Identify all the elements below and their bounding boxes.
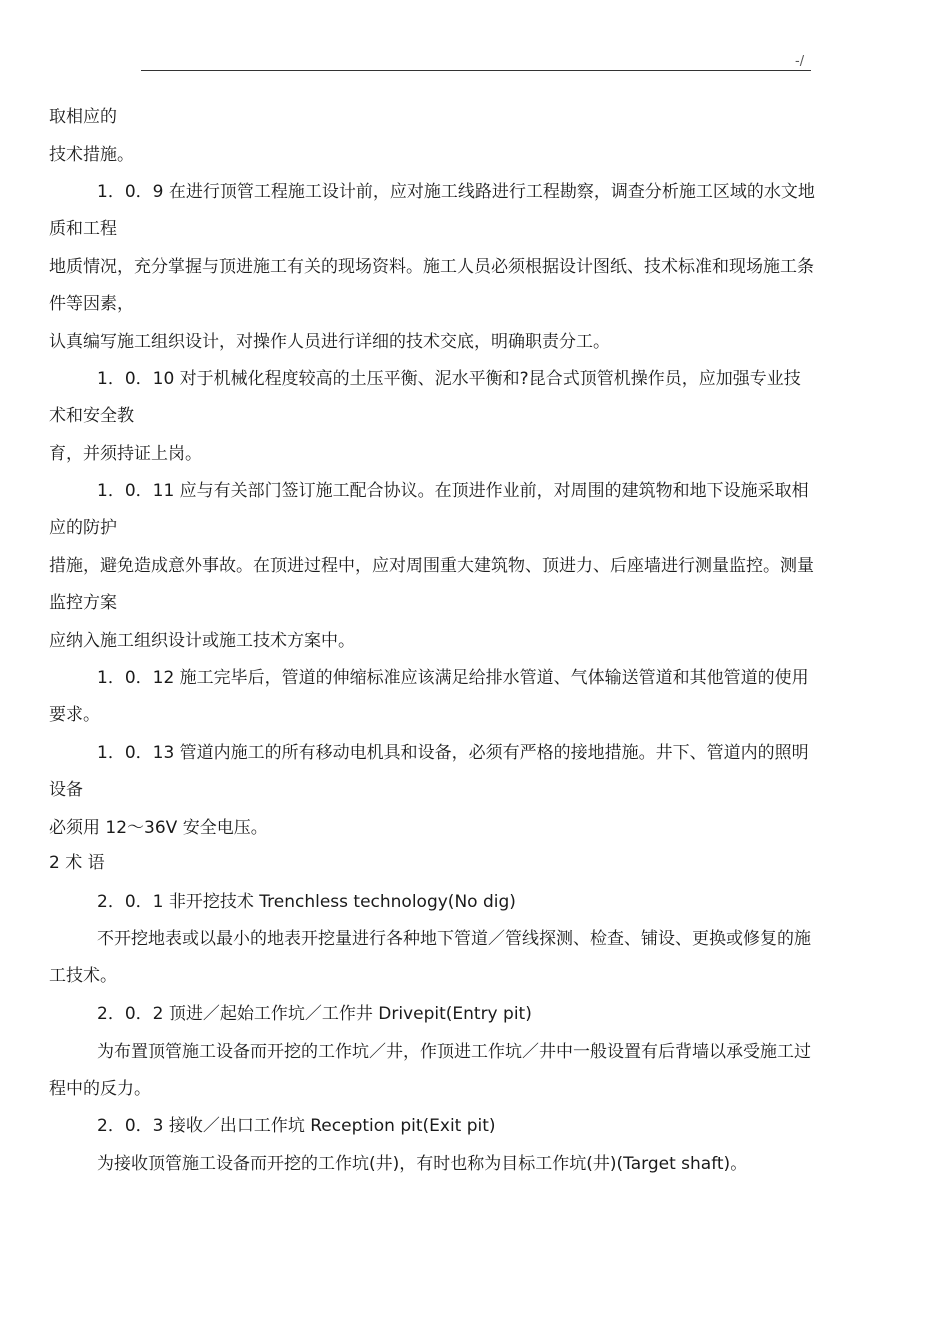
text-line: 育，并须持证上岗。 (49, 444, 202, 464)
text-line: 应纳入施工组织设计或施工技术方案中。 (49, 631, 355, 651)
header-rule (141, 70, 811, 71)
clause-1-0-12: 1．0．12 施工完毕后，管道的伸缩标准应该满足给排水管道、气体输送管道和其他管道的使用 (97, 668, 809, 688)
text-line: 程中的反力。 (49, 1079, 151, 1099)
clause-1-0-10: 1．0．10 对于机械化程度较高的土压平衡、泥水平衡和?昆合式顶管机操作员，应加强专业技 (97, 369, 801, 389)
term-2-0-1: 2．0．1 非开挖技术 Trenchless technology(No dig) (97, 892, 516, 912)
term-2-0-2: 2．0．2 顶进／起始工作坑／工作井 Drivepit(Entry pit) (97, 1004, 532, 1024)
text-line: 工技术。 (49, 966, 117, 986)
definition-2-0-1: 不开挖地表或以最小的地表开挖量进行各种地下管道／管线探测、检查、铺设、更换或修复的施 (97, 929, 811, 949)
clause-1-0-9: 1．0．9 在进行顶管工程施工设计前，应对施工线路进行工程勘察，调查分析施工区域的水文地 (97, 182, 815, 202)
definition-2-0-3: 为接收顶管施工设备而开挖的工作坑(井)，有时也称为目标工作坑(井)(Target shaft)。 (97, 1154, 748, 1174)
text-line: 技术措施。 (49, 145, 134, 165)
header-mark: -/ (795, 54, 805, 69)
text-line: 地质情况，充分掌握与顶进施工有关的现场资料。施工人员必须根据设计图纸、技术标准和现场施工条 (49, 257, 814, 277)
text-line: 取相应的 (49, 107, 117, 127)
text-line: 应的防护 (49, 518, 117, 538)
term-2-0-3: 2．0．3 接收／出口工作坑 Reception pit(Exit pit) (97, 1116, 496, 1136)
text-line: 认真编写施工组织设计，对操作人员进行详细的技术交底，明确职责分工。 (49, 332, 610, 352)
text-line: 术和安全教 (49, 406, 134, 426)
section-heading: 2 术 语 (49, 853, 105, 873)
text-line: 措施，避免造成意外事故。在顶进过程中，应对周围重大建筑物、顶进力、后座墙进行测量监控。测量 (49, 556, 814, 576)
text-line: 设备 (49, 780, 83, 800)
text-line: 质和工程 (49, 219, 117, 239)
text-line: 件等因素， (49, 294, 134, 314)
clause-1-0-13: 1．0．13 管道内施工的所有移动电机具和设备，必须有严格的接地措施。井下、管道内的照明 (97, 743, 809, 763)
text-line: 必须用 12～36V 安全电压。 (49, 818, 268, 838)
definition-2-0-2: 为布置顶管施工设备而开挖的工作坑／井，作顶进工作坑／井中一般设置有后背墙以承受施工过 (97, 1042, 811, 1062)
text-line: 要求。 (49, 705, 100, 725)
text-line: 监控方案 (49, 593, 117, 613)
clause-1-0-11: 1．0．11 应与有关部门签订施工配合协议。在顶进作业前，对周围的建筑物和地下设施采取相 (97, 481, 809, 501)
